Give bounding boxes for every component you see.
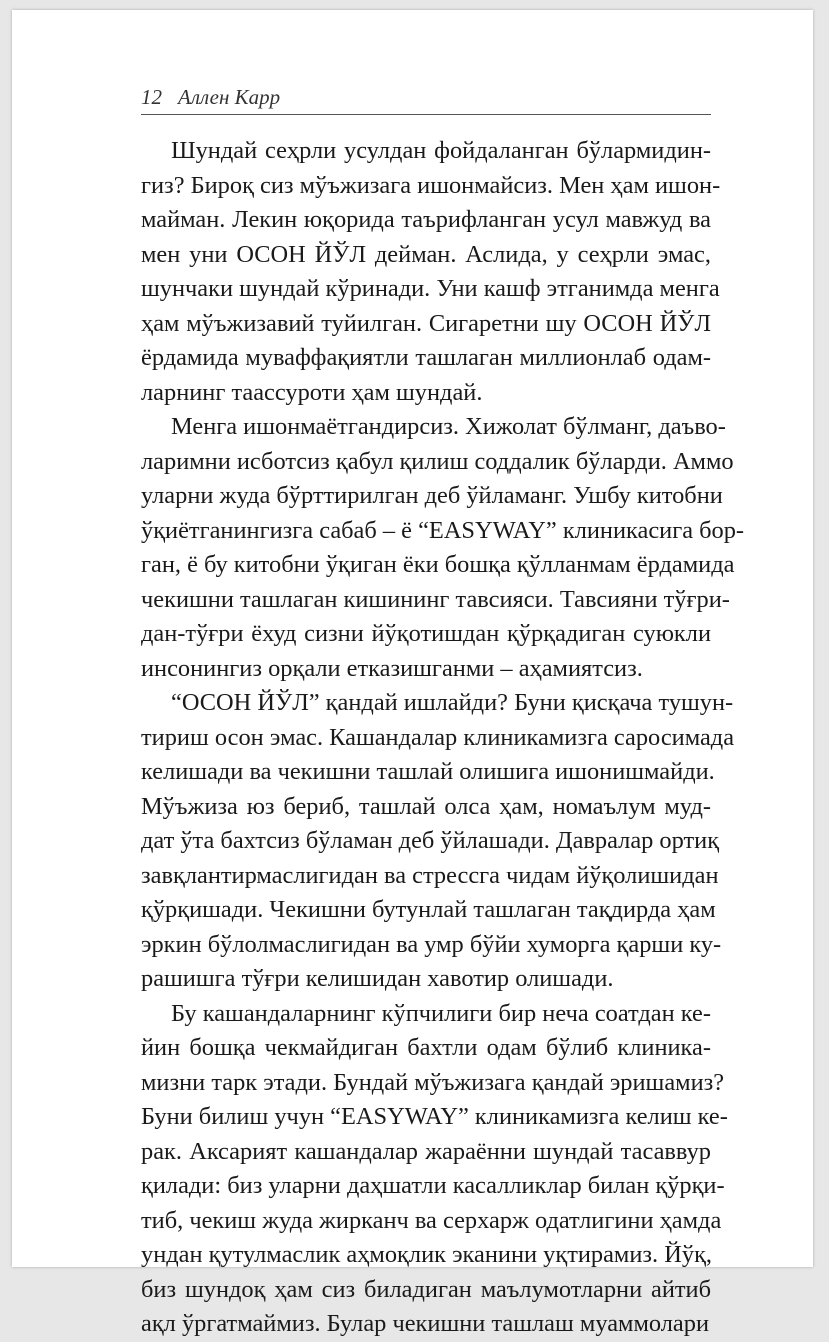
text-line: чекишни ташлаган кишининг тавсияси. Тавсияни тўғри-: [141, 585, 730, 613]
text-line: тиб, чекиш жуда жирканч ва серхарж одатлигини ҳамда: [141, 1206, 722, 1234]
text-line: майман. Лекин юқорида таърифланган усул мавжуд ва: [141, 206, 711, 233]
text-line: инсонингиз орқали етказишганми – аҳамиятсиз.: [141, 654, 643, 682]
text-line: Мўъжиза юз бериб, ташлай олса ҳам, номаълум муд-: [141, 792, 711, 820]
text-line: ўқиётганингизга сабаб – ё “EASYWAY” клиникасига бор-: [141, 516, 745, 544]
text-line: Буни билиш учун “EASYWAY” клиникамизга келиш ке-: [141, 1103, 728, 1130]
text-line: йин бошқа чекмайдиган бахтли одам бўлиб клиника-: [141, 1034, 711, 1061]
text-line: мизни тарк этади. Бундай мўъжизага қандай эришамиз?: [141, 1068, 725, 1096]
text-line: ган, ё бу китобни ўқиган ёки бошқа қўлланмам ёрдамида: [141, 551, 735, 578]
body-text: [141, 134, 745, 1342]
text-line: Шундай сеҳрли усулдан фойдаланган бўлармидин-: [171, 137, 711, 164]
text-line: завқлантирмаслигидан ва стрессга чидам йўқолишидан: [141, 861, 719, 889]
text-line: ларнинг таассуроти ҳам шундай.: [141, 378, 483, 406]
text-line: рашишга тўғри келишидан хавотир олишади.: [141, 965, 614, 992]
text-line: ларимни исботсиз қабул қилиш соддалик бўларди. Аммо: [141, 447, 734, 475]
text-line: эркин бўлолмаслигидан ва умр бўйи хуморга қарши ку-: [141, 930, 722, 958]
text-line: “ОСОН ЙЎЛ” қандай ишлайди? Буни қисқача тушун-: [171, 689, 734, 716]
text-line: келишади ва чекишни ташлай олишига ишонишмайди.: [141, 758, 715, 785]
text-line: ундан қутулмаслик аҳмоқлик эканини уқтирамиз. Йўқ,: [141, 1241, 713, 1268]
text-line: Бу кашандаларнинг кўпчилиги бир неча соатдан ке-: [171, 999, 711, 1027]
text-line: биз шундоқ ҳам сиз биладиган маълумотларни айтиб: [141, 1275, 711, 1303]
text-line: мен уни ОСОН ЙЎЛ дейман. Аслида, у сеҳрли эмас,: [141, 240, 711, 268]
paragraph: [141, 410, 745, 686]
author-name: Аллен Карр: [178, 85, 281, 109]
text-line: шунчаки шундай кўринади. Уни кашф этганимда менга: [141, 275, 720, 302]
text-line: рак. Аксарият кашандалар жараённи шундай тасаввур: [141, 1137, 711, 1165]
running-head: [141, 84, 711, 114]
paragraph: [141, 686, 735, 997]
text-line: ҳам мўъжизавий туйилган. Сигаретни шу ОСОН ЙЎЛ: [141, 309, 711, 337]
text-line: уларни жуда бўрттирилган деб ўйламанг. Ушбу китобни: [141, 482, 723, 509]
page-number: 12: [141, 85, 162, 109]
text-line: қилади: биз уларни даҳшатли касалликлар билан қўрқи-: [141, 1172, 725, 1199]
text-line: дан-тўғри ёхуд сизни йўқотишдан қўрқадиган суюкли: [141, 620, 711, 647]
header-rule: [141, 114, 711, 115]
text-line: Менга ишонмаётгандирсиз. Хижолат бўлманг, даъво-: [171, 413, 726, 440]
text-line: дат ўта бахтсиз бўламан деб ўйлашади. Давралар ортиқ: [141, 827, 720, 854]
text-line: қўрқишади. Чекишни бутунлай ташлаган тақдирда ҳам: [141, 896, 716, 923]
text-line: ақл ўргатмаймиз. Булар чекишни ташлаш муаммолари: [141, 1310, 710, 1337]
text-line: тириш осон эмас. Кашандалар клиникамизга саросимада: [141, 723, 735, 751]
text-line: ёрдамида муваффақиятли ташлаган миллионлаб одам-: [141, 344, 711, 371]
paragraph: [141, 997, 728, 1342]
text-line: гиз? Бироқ сиз мўъжизага ишонмайсиз. Мен ҳам ишон-: [141, 171, 721, 199]
paragraph: [141, 134, 721, 410]
